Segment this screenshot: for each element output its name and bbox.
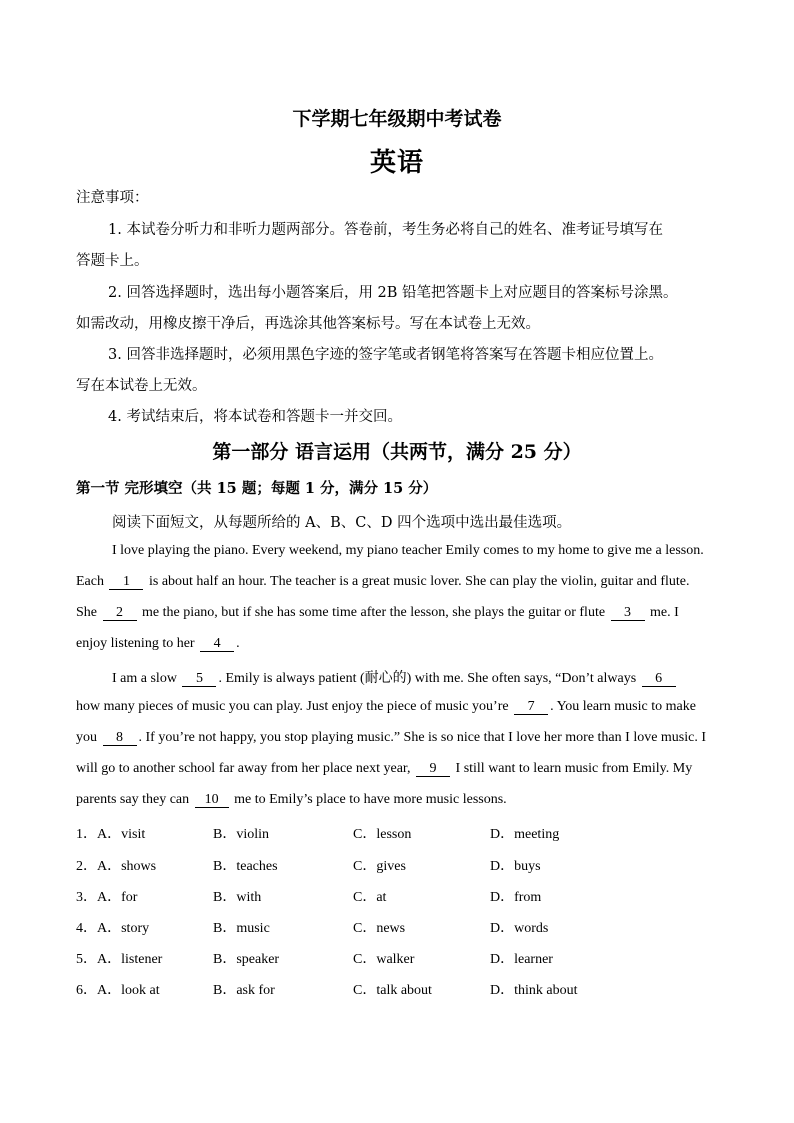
option-a: A．story xyxy=(97,921,150,936)
passage-line xyxy=(76,605,718,621)
passage-text: me to Emily’s place to have more music lessons. xyxy=(234,792,507,807)
passage-text: is about half an hour. The teacher is a great music lover. She can play the violin, guitar and flute. xyxy=(148,574,690,589)
passage-text: I still want to learn music from Emily. My xyxy=(455,761,693,776)
option-a: A．look at xyxy=(97,983,160,998)
passage-line xyxy=(76,792,718,808)
option-b: B．with xyxy=(213,890,262,905)
option-c: C．at xyxy=(353,890,387,905)
option-c: C．walker xyxy=(353,952,415,967)
option-d: D．meeting xyxy=(490,827,560,842)
blank-6: 6 xyxy=(642,672,676,687)
instruction-text: 阅读下面短文，从每题所给的 A、B、C、D 四个选项中选出最佳选项。 xyxy=(112,515,572,531)
option-d: D．from xyxy=(490,890,542,905)
note-item-1-cont: 答题卡上。 xyxy=(76,253,149,269)
option-d: D．think about xyxy=(490,983,578,998)
passage-text: . If you’re not happy, you stop playing music.” She is so nice that I love her more than I love music. I xyxy=(138,730,707,745)
subject-title: 英语 xyxy=(369,148,424,178)
blank-5: 5 xyxy=(182,672,216,687)
question-row xyxy=(76,823,636,843)
blank-4: 4 xyxy=(200,637,234,652)
option-c: C．talk about xyxy=(353,983,432,998)
question-number: 2． xyxy=(76,859,97,874)
note-item-2-cont: 如需改动，用橡皮擦干净后，再选涂其他答案标号。写在本试卷上无效。 xyxy=(76,316,540,332)
question-number: 3． xyxy=(76,890,97,905)
passage-line xyxy=(76,699,718,715)
passage-text: . You learn music to make xyxy=(550,699,696,714)
question-row xyxy=(76,855,636,875)
question-row xyxy=(76,886,636,906)
option-b: B．teaches xyxy=(213,859,278,874)
passage-text: I am a slow xyxy=(112,671,177,686)
option-c: C．gives xyxy=(353,859,406,874)
option-d: D．words xyxy=(490,921,549,936)
passage-text: you xyxy=(76,730,97,745)
question-row xyxy=(76,948,636,968)
option-a: A．listener xyxy=(97,952,163,967)
question-number: 6． xyxy=(76,983,97,998)
option-b: B．ask for xyxy=(213,983,275,998)
option-b: B．music xyxy=(213,921,270,936)
passage-line xyxy=(76,574,718,590)
note-item-2: 2. 回答选择题时，选出每小题答案后，用 2B 铅笔把答题卡上对应题目的答案标号涂黑。 xyxy=(108,285,678,301)
question-number: 1． xyxy=(76,827,97,842)
note-item-4: 4. 考试结束后，将本试卷和答题卡一并交回。 xyxy=(108,409,402,425)
passage-line xyxy=(76,636,718,652)
blank-10: 10 xyxy=(195,793,229,808)
note-item-1: 1. 本试卷分听力和非听力题两部分。答卷前，考生务必将自己的姓名、准考证号填写在 xyxy=(108,222,663,238)
option-b: B．speaker xyxy=(213,952,280,967)
question-number: 5． xyxy=(76,952,97,967)
option-a: A．for xyxy=(97,890,138,905)
option-d: D．buys xyxy=(490,859,541,874)
blank-9: 9 xyxy=(416,762,450,777)
passage-text: enjoy listening to her xyxy=(76,636,195,651)
question-row xyxy=(76,917,636,937)
passage-text: will go to another school far away from her place next year, xyxy=(76,761,411,776)
passage-line xyxy=(112,667,718,687)
note-item-3: 3. 回答非选择题时，必须用黑色字迹的签字笔或者钢笔将答案写在答题卡相应位置上。 xyxy=(108,347,663,363)
section-heading: 第一节 完形填空（共 15 题；每题 1 分，满分 15 分） xyxy=(76,480,438,497)
passage-text: . Emily is always patient (耐心的) with me. She often says, “Don’t always xyxy=(218,671,637,686)
passage-line xyxy=(76,761,718,777)
part-heading: 第一部分 语言运用（共两节，满分 25 分） xyxy=(212,441,582,463)
exam-title: 下学期七年级期中考试卷 xyxy=(292,108,502,130)
question-number: 4． xyxy=(76,921,97,936)
blank-7: 7 xyxy=(514,700,548,715)
option-a: A．shows xyxy=(97,859,157,874)
blank-3: 3 xyxy=(611,606,645,621)
option-b: B．violin xyxy=(213,827,270,842)
blank-8: 8 xyxy=(103,731,137,746)
passage-text: me. I xyxy=(650,605,679,620)
passage-text: me the piano, but if she has some time after the lesson, she plays the guitar or flute xyxy=(142,605,606,620)
note-item-3-cont: 写在本试卷上无效。 xyxy=(76,378,207,394)
passage-line xyxy=(76,730,718,746)
blank-1: 1 xyxy=(109,575,143,590)
passage-text: . xyxy=(236,636,240,651)
option-a: A．visit xyxy=(97,827,146,842)
passage-line: I love playing the piano. Every weekend, my piano teacher Emily comes to my home to give me a lesson. xyxy=(112,543,704,558)
option-c: C．lesson xyxy=(353,827,412,842)
notes-heading: 注意事项： xyxy=(76,190,149,206)
passage-text: Each xyxy=(76,574,104,589)
question-row xyxy=(76,979,636,999)
passage-text: how many pieces of music you can play. Just enjoy the piece of music you’re xyxy=(76,699,509,714)
option-c: C．news xyxy=(353,921,406,936)
blank-2: 2 xyxy=(103,606,137,621)
passage-text: She xyxy=(76,605,97,620)
option-d: D．learner xyxy=(490,952,553,967)
passage-text: parents say they can xyxy=(76,792,190,807)
